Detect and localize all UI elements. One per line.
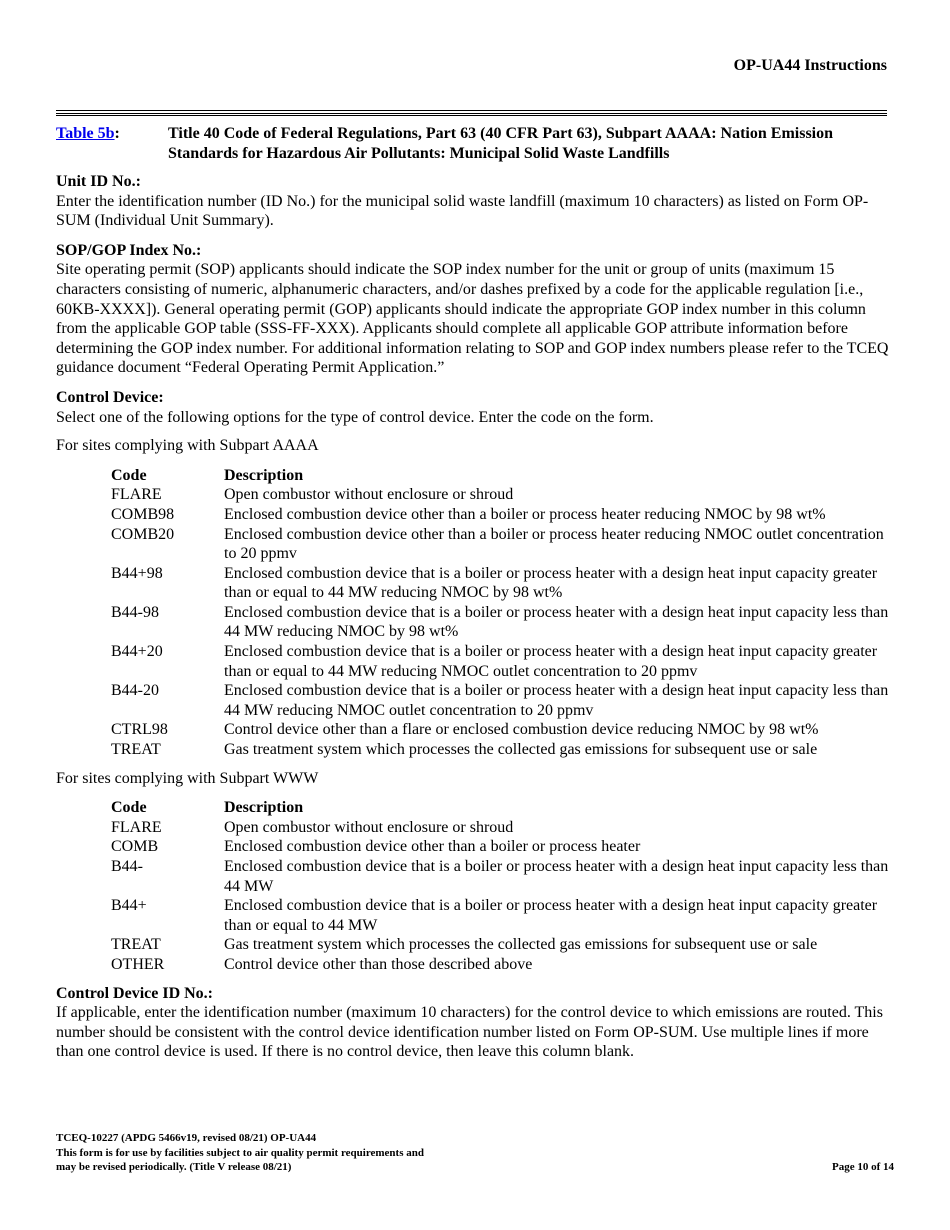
sop-gop-heading: SOP/GOP Index No.: xyxy=(56,241,202,259)
table-title-line-2: Standards for Hazardous Air Pollutants: Municipal Solid Waste Landfills xyxy=(168,145,670,162)
subpart-aaaa-intro: For sites complying with Subpart AAAA xyxy=(56,437,319,455)
row-description: Enclosed combustion device that is a boiler or process heater with a design heat input capacity greater than or equal to 44 MW reducing NMOC by 98 wt% xyxy=(224,564,878,602)
unit-id-heading: Unit ID No.: xyxy=(56,173,141,190)
table-row xyxy=(111,955,894,975)
table-title-line-1: Title 40 Code of Federal Regulations, Part 63 (40 CFR Part 63), Subpart AAAA: Nation Emission xyxy=(168,125,834,142)
document-page xyxy=(56,0,894,1230)
table-row xyxy=(111,564,894,603)
row-description: Enclosed combustion device other than a boiler or process heater reducing NMOC by 98 wt% xyxy=(224,505,826,523)
row-description: Enclosed combustion device other than a boiler or process heater reducing NMOC outlet concentration to 20 ppmv xyxy=(224,525,884,563)
row-description: Enclosed combustion device that is a boiler or process heater with a design heat input capacity less than 44 MW xyxy=(224,858,889,895)
table-row xyxy=(111,837,894,857)
table-row xyxy=(111,935,894,955)
table-row xyxy=(111,740,894,760)
table-row xyxy=(111,603,894,642)
row-description: Open combustor without enclosure or shroud xyxy=(224,486,514,504)
footer-line-1: TCEQ-10227 (APDG 5466v19, revised 08/21) OP-UA44 xyxy=(56,1132,317,1144)
table-row xyxy=(111,896,894,935)
row-code: FLARE xyxy=(111,818,162,836)
description-column-header: Description xyxy=(224,466,304,484)
table-row xyxy=(111,818,894,838)
control-device-heading: Control Device: xyxy=(56,388,164,406)
row-description: Enclosed combustion device that is a boiler or process heater with a design heat input capacity less than 44 MW reducing NMOC outlet concentration to 20 ppmv xyxy=(224,682,889,719)
footer-form-info xyxy=(56,1131,424,1175)
table-row xyxy=(111,485,894,505)
row-description: Enclosed combustion device that is a boiler or process heater with a design heat input capacity greater than or equal to 44 MW xyxy=(224,897,878,934)
code-column-header: Code xyxy=(111,799,147,817)
row-description: Enclosed combustion device that is a boiler or process heater with a design heat input capacity less than 44 MW reducing NMOC by 98 wt% xyxy=(224,603,889,641)
table-row xyxy=(111,525,894,564)
instructions-body xyxy=(56,172,894,1062)
row-code: TREAT xyxy=(111,936,161,954)
table-5b-link[interactable]: Table 5b xyxy=(56,125,115,142)
sop-gop-text: Site operating permit (SOP) applicants should indicate the SOP index number for the unit or group of units (maximum 15 characters consisting of numeric, alphanumeric characters, and/or dashes prefixed by a code for the applicable regulation [i.e., 60KB-XXXX]). General operating permit (GOP) applicants should indicate the appropriate GOP index number in this column from the applicable GOP table (SSS-FF-XXX). Applicants should complete all applicable GOP attribute information before determining the GOP index number. For additional information relating to SOP and GOP index numbers please refer to the TCEQ guidance document “Federal Operating Permit Application.” xyxy=(56,261,889,377)
row-code: B44+20 xyxy=(111,643,163,661)
control-device-id-text: If applicable, enter the identification number (maximum 10 characters) for the control device to which emissions are routed. This number should be consistent with the control device identification number listed on Form OP-SUM. Use multiple lines if more than one control device is used. If there is no control device, then leave this column blank. xyxy=(56,1004,883,1061)
row-code: COMB20 xyxy=(111,525,175,543)
table-row xyxy=(111,642,894,681)
row-code: B44+98 xyxy=(111,564,163,582)
row-code: B44-20 xyxy=(111,682,159,700)
subpart-www-code-table xyxy=(111,798,894,974)
row-description: Control device other than a flare or enclosed combustion device reducing NMOC by 98 wt% xyxy=(224,721,819,739)
page-header-title: OP-UA44 Instructions xyxy=(733,57,887,74)
table-reference-colon: : xyxy=(114,125,120,142)
row-code: COMB98 xyxy=(111,505,175,523)
page-number: Page 10 of 14 xyxy=(831,1161,894,1173)
code-column-header: Code xyxy=(111,466,147,484)
row-description: Gas treatment system which processes the collected gas emissions for subsequent use or sale xyxy=(224,741,818,759)
header-divider xyxy=(56,110,887,114)
footer-line-3: may be revised periodically. (Title V release 08/21) xyxy=(56,1161,292,1173)
row-description: Open combustor without enclosure or shroud xyxy=(224,818,514,836)
table-header-row xyxy=(111,466,894,486)
row-code: FLARE xyxy=(111,486,162,504)
control-device-id-heading: Control Device ID No.: xyxy=(56,984,214,1002)
table-row xyxy=(111,505,894,525)
table-header-row xyxy=(111,798,894,818)
table-title xyxy=(168,124,894,164)
unit-id-text: Enter the identification number (ID No.) for the municipal solid waste landfill (maximum 10 characters) as listed on Form OP-SUM (Individual Unit Summary). xyxy=(56,192,869,230)
row-description: Enclosed combustion device other than a boiler or process heater xyxy=(224,838,641,856)
table-reference xyxy=(56,124,120,144)
table-row xyxy=(111,720,894,740)
row-code: B44-98 xyxy=(111,603,159,621)
row-description: Gas treatment system which processes the collected gas emissions for subsequent use or sale xyxy=(224,936,818,954)
table-row xyxy=(111,681,894,720)
row-code: B44+ xyxy=(111,897,147,915)
row-code: OTHER xyxy=(111,955,165,973)
control-device-text: Select one of the following options for the type of control device. Enter the code on the form. xyxy=(56,408,654,426)
row-code: TREAT xyxy=(111,741,161,759)
row-code: CTRL98 xyxy=(111,721,168,739)
row-code: B44- xyxy=(111,858,143,875)
subpart-www-intro: For sites complying with Subpart WWW xyxy=(56,769,319,787)
description-column-header: Description xyxy=(224,799,304,817)
row-description: Control device other than those described above xyxy=(224,955,533,973)
subpart-aaaa-code-table xyxy=(111,466,894,760)
footer-line-2: This form is for use by facilities subject to air quality permit requirements and xyxy=(56,1146,424,1159)
row-description: Enclosed combustion device that is a boiler or process heater with a design heat input capacity greater than or equal to 44 MW reducing NMOC outlet concentration to 20 ppmv xyxy=(224,643,878,680)
row-code: COMB xyxy=(111,838,159,856)
table-row xyxy=(111,857,894,896)
